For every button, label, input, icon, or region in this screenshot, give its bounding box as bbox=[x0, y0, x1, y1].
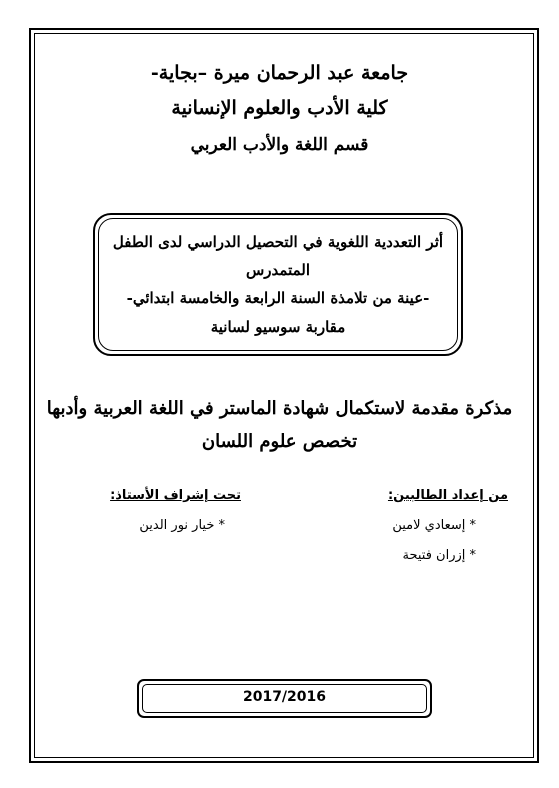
thesis-title-line-1: أثر التعددية اللغوية في التحصيل الدراسي لدى الطفل bbox=[112, 233, 444, 251]
faculty-name: كلية الأدب والعلوم الإنسانية bbox=[171, 97, 388, 119]
thesis-title-line-2: المتمدرس bbox=[245, 261, 311, 279]
university-name: جامعة عبد الرحمان ميرة –بجاية- bbox=[150, 62, 409, 84]
supervisor-label: تحت إشراف الأستاذ: bbox=[110, 488, 241, 503]
thesis-subtitle: -عينة من تلامذة السنة الرابعة والخامسة ابتدائي- bbox=[126, 289, 430, 307]
academic-year-box bbox=[137, 679, 432, 718]
department-name: قسم اللغة والأدب العربي bbox=[190, 135, 369, 155]
student-name-1: * إسعادي لامين bbox=[392, 518, 476, 533]
students-label: من إعداد الطالبين: bbox=[387, 488, 508, 503]
supervisor-name: * خيار نور الدين bbox=[139, 518, 225, 533]
memo-specialty: تخصص علوم اللسان bbox=[201, 431, 358, 452]
thesis-title-box bbox=[93, 213, 463, 356]
thesis-approach: مقاربة سوسيو لسانية bbox=[210, 318, 346, 336]
memo-description: مذكرة مقدمة لاستكمال شهادة الماستر في اللغة العربية وأدبها bbox=[46, 398, 513, 419]
academic-year: 2017/2016 bbox=[242, 689, 327, 705]
student-name-2: * إزران فتيحة bbox=[402, 548, 476, 563]
